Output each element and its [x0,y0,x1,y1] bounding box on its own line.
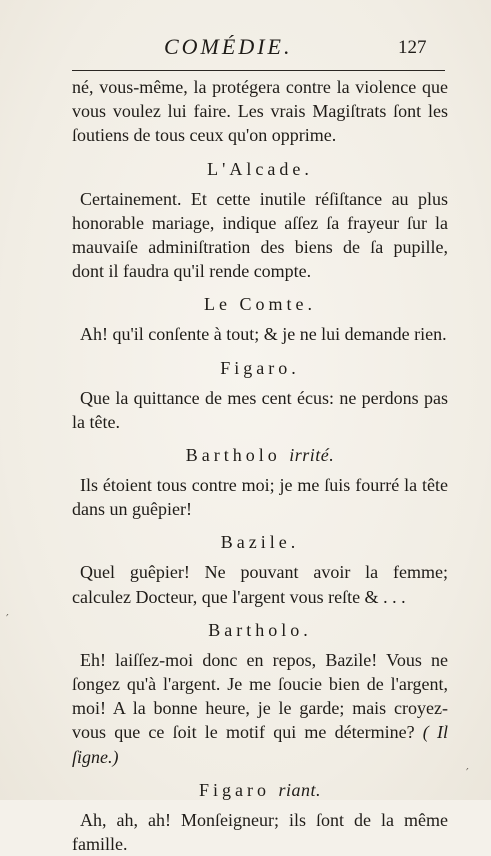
speaker-heading-bartholo [72,618,448,642]
speaker-heading-figaro-riant [72,778,448,802]
running-head: COMÉDIE. [164,34,293,59]
speaker-name: Bazile. [220,532,300,553]
speaker-heading-bartholo-irrite [72,443,448,467]
speaker-name: Le Comte. [204,294,316,315]
speaker-heading-figaro [72,356,448,380]
stage-direction: riant. [278,779,321,800]
stage-direction: irrité. [289,445,335,466]
speech-comte: Ah! qu'il conſente à tout; & je ne lui demande rien. [80,324,447,345]
speech-alcade: Certainement. Et cette inutile réſiſtance au plus honorable mariage, indique aſſez ſa frayeur ſur la mauvaiſe adminiſtration des biens de ſa pupille, dont il faudra qu'il rende compte. [72,188,448,282]
speaker-name: Bartholo. [208,619,312,640]
speaker-name: Figaro. [220,357,300,378]
header-rule [72,70,445,71]
speech-figaro: Que la quittance de mes cent écus: ne perdons pas la tête. [72,387,448,432]
speaker-heading-comte [72,292,448,316]
stage-direction: ( Il ſigne.) [72,722,448,767]
speech-text: Eh! laiſſez-moi donc en repos, Bazile! Vous ne ſongez qu'à l'argent. Je me ſoucie bien de l'argent, moi! A la bonne heure, je le garde; mais croyez-vous que ce ſoit le motif qui me détermine? [72,649,448,743]
speech-bazile: Quel guêpier! Ne pouvant avoir la femme; calculez Docteur, que l'argent vous reſte & . . . [72,562,448,607]
speaker-heading-alcade [72,157,448,181]
speech-bartholo-2 [72,648,448,769]
speech-bartholo: Ils étoient tous contre moi; je me ſuis fourré la tête dans un guêpier! [72,475,448,520]
play-text [72,75,448,856]
margin-speck: ′ [466,766,469,780]
speech-figaro-2: Ah, ah, ah! Monſeigneur; ils ſont de la même famille. [72,809,448,855]
speech-continuation: né, vous-même, la protégera contre la violence que vous voulez lui faire. Les vrais Magiſtrats ſont les ſoutiens de tous ceux qu'on opprime. [72,77,448,146]
page-header [0,34,491,74]
speaker-name: Bartholo [185,445,281,466]
speaker-name: Figaro [198,779,270,800]
speaker-name: L'Alcade. [207,158,313,179]
margin-speck: ′ [6,612,9,626]
page-number: 127 [398,37,427,58]
speaker-heading-bazile [72,530,448,554]
